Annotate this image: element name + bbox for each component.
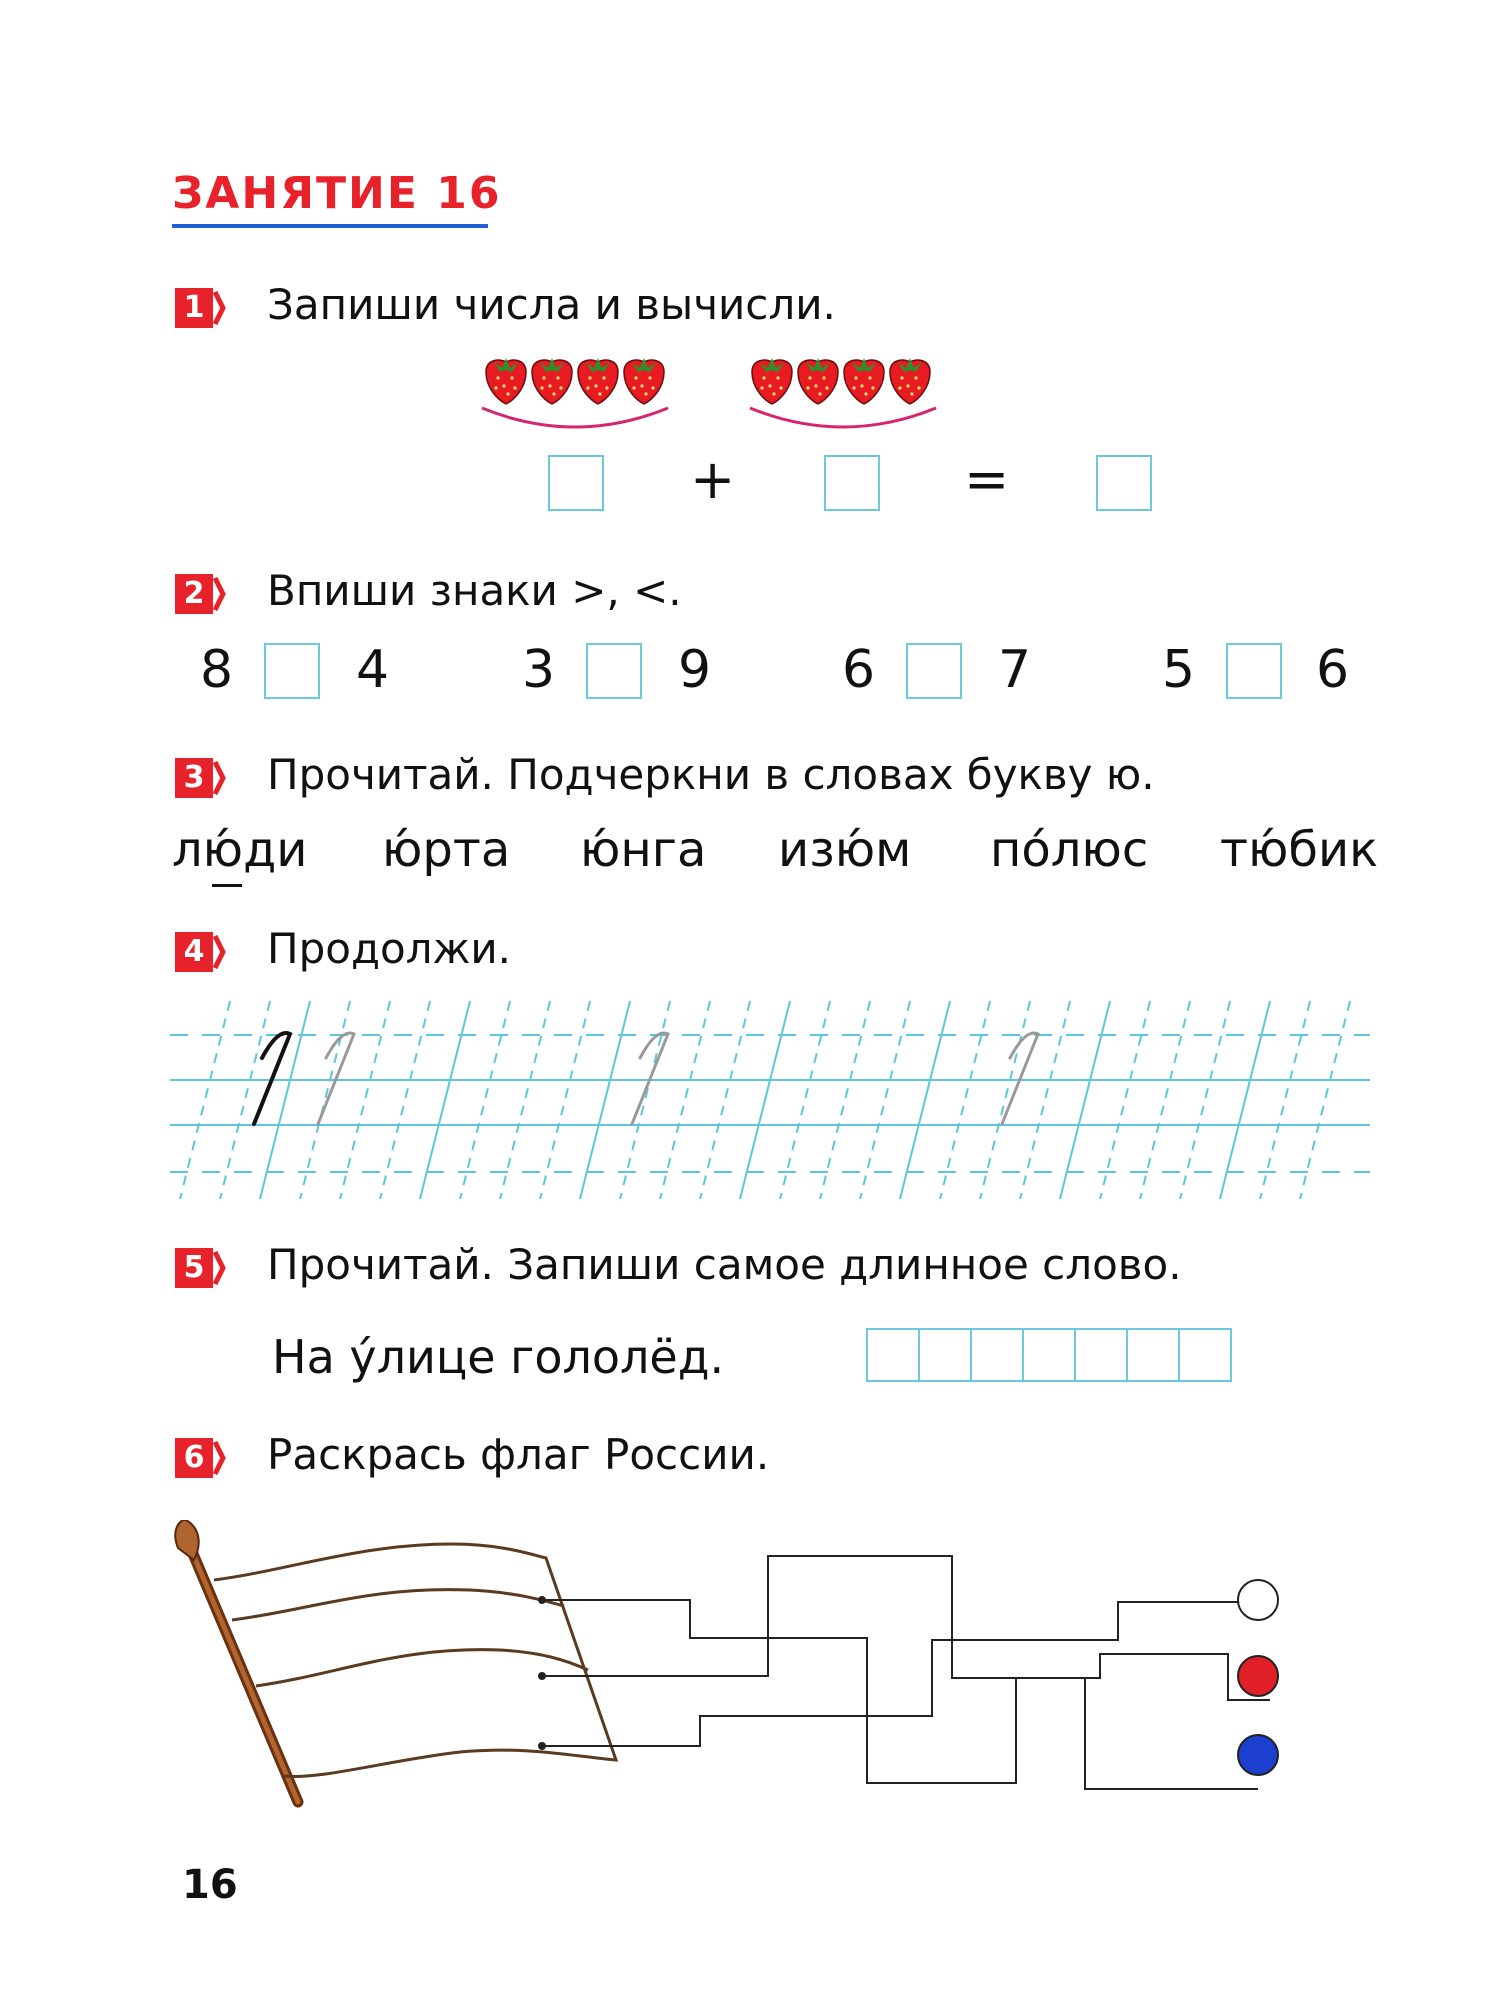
answer-box-first-addend[interactable] (548, 455, 604, 511)
compare-sign-box[interactable] (1226, 643, 1282, 699)
blue-color-circle (1238, 1735, 1278, 1775)
maze-dot (538, 1672, 546, 1680)
task-number: 5 (183, 1250, 205, 1285)
maze-line-top (542, 1600, 1270, 1783)
traced-digit-one (1002, 1033, 1038, 1124)
compare-left-number: 6 (842, 640, 876, 700)
task-6-instruction: Раскрась флаг России. (267, 1430, 770, 1479)
flagpole-line (188, 1542, 298, 1802)
equals-sign: = (964, 448, 1010, 511)
white-color-circle (1238, 1580, 1278, 1620)
group-bracket-left (482, 408, 668, 427)
group-bracket-right (750, 408, 936, 427)
task-3-instruction: Прочитай. Подчеркни в словах букву ю. (267, 750, 1155, 799)
compare-sign-box[interactable] (906, 643, 962, 699)
maze-dot (538, 1742, 546, 1750)
compare-sign-box[interactable] (586, 643, 642, 699)
lesson-title: ЗАНЯТИЕ 16 (172, 168, 502, 219)
task-4-instruction: Продолжи. (267, 924, 512, 973)
traced-digit-one (632, 1033, 668, 1124)
letter-cell[interactable] (1126, 1328, 1180, 1382)
task-number: 1 (183, 290, 205, 325)
strawberry-group-right (752, 358, 930, 404)
task-number: 6 (183, 1440, 205, 1475)
traced-digit-one (318, 1033, 354, 1124)
task-1-instruction: Запиши числа и вычисли. (267, 280, 836, 329)
letter-cell[interactable] (1074, 1328, 1128, 1382)
compare-right-number: 6 (1316, 640, 1350, 700)
flag-stripe-divider (256, 1650, 588, 1686)
compare-sign-box[interactable] (264, 643, 320, 699)
letter-cell[interactable] (1022, 1328, 1076, 1382)
strawberry-group-left (486, 358, 664, 404)
sample-digit-one (254, 1033, 290, 1124)
plus-sign: + (690, 448, 736, 511)
word-item: ю́нга (580, 822, 707, 878)
compare-right-number: 9 (678, 640, 712, 700)
letter-cell[interactable] (918, 1328, 972, 1382)
answer-box-second-addend[interactable] (824, 455, 880, 511)
compare-left-number: 8 (200, 640, 234, 700)
answer-box-sum[interactable] (1096, 455, 1152, 511)
word-item: изю́м (778, 822, 912, 878)
compare-left-number: 5 (1162, 640, 1196, 700)
maze-line-bottom (542, 1602, 1241, 1746)
title-underline (172, 224, 488, 228)
page-number: 16 (182, 1862, 238, 1908)
letter-cell[interactable] (1178, 1328, 1232, 1382)
letter-cell[interactable] (866, 1328, 920, 1382)
word-item: по́люс (990, 822, 1149, 878)
word-item: ю́рта (382, 822, 511, 878)
strawberry-groups (470, 350, 960, 450)
compare-right-number: 4 (356, 640, 390, 700)
maze-dot (538, 1596, 546, 1604)
russia-flag-coloring (170, 1520, 1390, 1820)
underline-mark (212, 884, 242, 887)
flagpole-tip (175, 1520, 198, 1560)
word-item: тю́бик (1220, 822, 1379, 878)
task-number: 3 (183, 760, 205, 795)
letter-cell[interactable] (970, 1328, 1024, 1382)
task-number: 4 (183, 934, 205, 969)
task-5-instruction: Прочитай. Запиши самое длинное слово. (267, 1240, 1182, 1289)
task-2-instruction: Впиши знаки >, <. (267, 566, 682, 615)
red-color-circle (1238, 1656, 1278, 1696)
word-item: лю́ди (172, 822, 308, 878)
handwriting-practice-grid[interactable] (170, 1000, 1370, 1200)
compare-left-number: 3 (522, 640, 556, 700)
task-5-sentence: На у́лице гололёд. (272, 1330, 725, 1384)
flag-stripe-divider (232, 1590, 564, 1620)
compare-right-number: 7 (998, 640, 1032, 700)
maze-line-middle (542, 1556, 1258, 1789)
task-number: 2 (183, 576, 205, 611)
answer-letter-cells[interactable] (866, 1328, 1232, 1382)
